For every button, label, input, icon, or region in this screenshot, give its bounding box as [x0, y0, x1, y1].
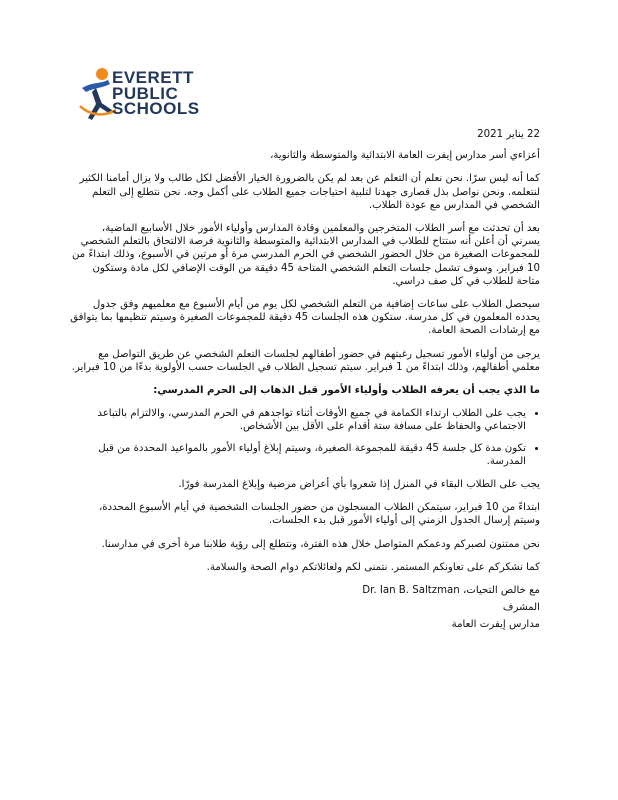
list-item: • يجب على الطلاب ارتداء الكمامة في جميع الأوقات أثناء تواجدهم في الحرم المدرسي، والالتزام بالتباعد الاجتماعي والحفاظ على مسافة ستة أقدام على الأقل بين الأشخاص. [70, 407, 526, 433]
signature-name: مع خالص التحيات، Dr. Ian B. Saltzman [362, 585, 540, 597]
signature-title: المشرف [502, 602, 540, 614]
letter-greeting: أعزاءي أسر مدارس إيفرت العامة الابتدائية والمتوسطة والثانوية، [270, 150, 540, 162]
requirements-list [70, 407, 540, 468]
logo-line-2: PUBLIC [112, 83, 179, 103]
logo-line-3: SCHOOLS [112, 99, 200, 118]
paragraph-4: يرجى من أولياء الأمور تسجيل رغبتهم في حضور أطفالهم لجلسات التعلم الشخصي عن طريق التواصل مع معلمي أطفالهم، وذلك ابتداءً من 1 فبراير. سيتم تسجيل الطلاب في الجلسات حسب الأولوية بدءًا من 10 فبراير. [71, 348, 540, 373]
letter-date: 22 يناير 2021 [477, 129, 540, 140]
paragraph-3: سيحصل الطلاب على ساعات إضافية من التعلم الشخصي لكل يوم من أيام الأسبوع مع معلميهم وفق جدول يحدده المعلمون في كل مدرسة. ستكون هذه الجلسات 45 دقيقة للمجموعات الصغيرة وسيتم تنظيمها بما يتوافق مع إرشادات الصحة العامة. [70, 299, 540, 337]
section-heading: ما الذي يجب أن يعرفه الطلاب وأولياء الأمور قبل الذهاب إلى الحرم المدرسي: [153, 385, 540, 397]
letter-body [70, 128, 540, 636]
paragraph-7: نحن ممتنون لصبركم ودعمكم المتواصل خلال هذه الفترة، ونتطلع إلى رؤية طلابنا مرة أخرى في مدارسنا. [101, 538, 540, 550]
list-item: • تكون مدة كل جلسة 45 دقيقة للمجموعة الصغيرة، وسيتم إبلاغ أولياء الأمور بالمواعيد المحددة من قبل المدرسة. [70, 442, 526, 468]
paragraph-2: بعد أن تحدثت مع أسر الطلاب المتخرجين والمعلمين وقادة المدارس وأولياء الأمور خلال الأسابيع الماضية، يسرني أن أعلن أنه ستتاح للطلاب في المدارس الابتدائية والمتوسطة والثانوية فرصة الالتحاق بالتعلم الشخصي للمجموعات الصغيرة من خلال الحضور الشخصي في الحرم المدرسي مرة أو مرتين في الأسبوع، وذلك ابتداءً من 10 فبراير. وسوف تشمل جلسات التعلم الشخصي المتاحة 45 دقيقة من الوقت الإضافي لكل مادة وستكون متاحة للطلاب في كل صف دراسي. [72, 223, 540, 287]
paragraph-5: يجب على الطلاب البقاء في المنزل إذا شعروا بأي أعراض مرضية وإبلاغ المدرسة فورًا. [178, 479, 540, 491]
district-logo [78, 66, 218, 126]
signature-org: مدارس إيفرت العامة [451, 619, 540, 631]
logo-wordmark [112, 70, 200, 117]
paragraph-1: كما أنه ليس سرًا. نحن نعلم أن التعلم عن بعد لم يكن بالضرورة الخيار الأفضل لكل طالب ولا يزال أمامنا الكثير لنتعلمه. ونحن نواصل بذل قصارى جهدنا لتلبية احتياجات جميع الطلاب على أكمل وجه. نحن نتطلع إلى التعلم الشخصي في المدارس مع عودة الطلاب. [79, 173, 540, 211]
paragraph-8: كما نشكركم على تعاونكم المستمر. نتمنى لكم ولعائلاتكم دوام الصحة والسلامة. [206, 561, 540, 573]
logo-line-1: EVERETT [112, 68, 194, 87]
paragraph-6: ابتداءً من 10 فبراير، سيتمكن الطلاب المسجلون من حضور الجلسات الشخصية في أيام الأسبوع المحددة، وسيتم إرسال الجدول الزمني إلى أولياء الأمور قبل بدء الجلسات. [99, 502, 540, 527]
